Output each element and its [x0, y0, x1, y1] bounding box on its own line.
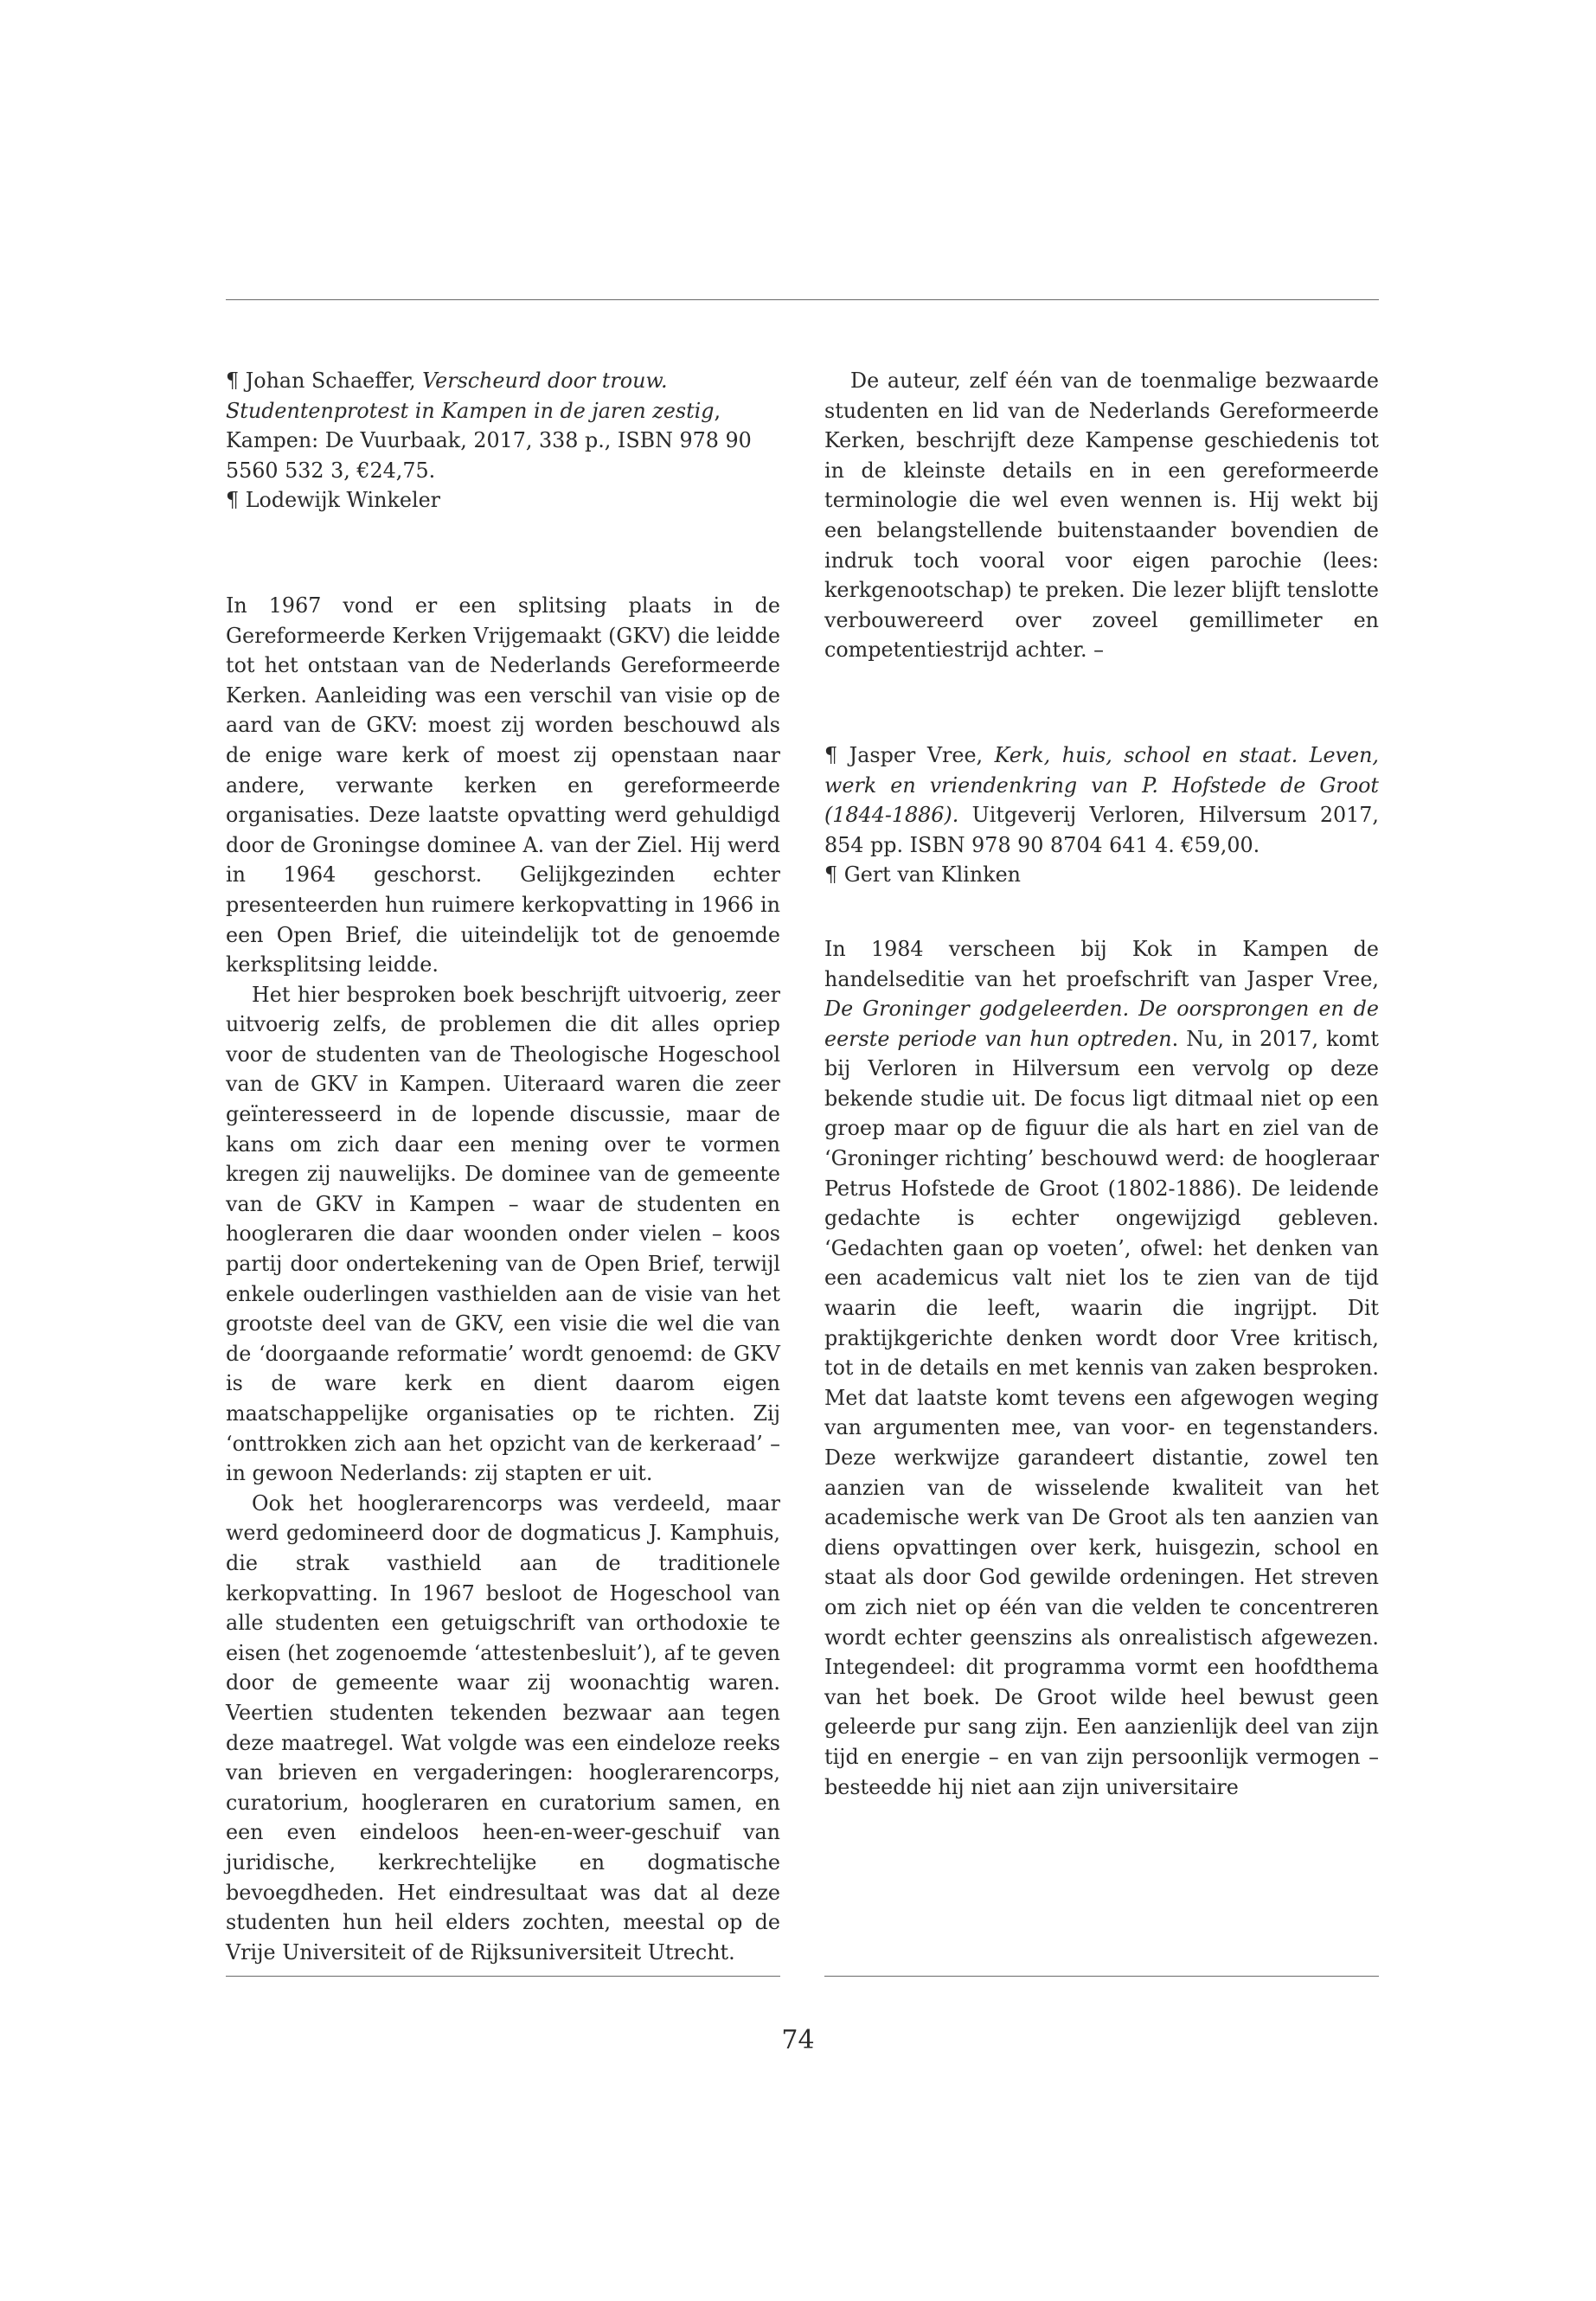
review2-citation [824, 740, 1379, 860]
review1-author: Johan Schaeffer, [245, 369, 416, 393]
review1-paragraph-1: In 1967 vond er een splitsing plaats in de Gereformeerde Kerken Vrijgemaakt (GKV) die leidde tot het ontstaan van de Nederlands Gereformeerde Kerken. Aanleiding was een verschil van visie op de aard van de GKV: moest zij worden beschouwd als de enige ware kerk of moest zij openstaan naar andere, verwante kerken en gereformeerde organisaties. Deze laatste opvatting werd gehuldigd door de Groningse dominee A. van der Ziel. Hij werd in 1964 geschorst. Gelijkgezinden echter presenteerden hun ruimere kerkopvatting in 1966 in een Open Brief, die uiteindelijk tot de genoemde kerksplitsing leidde. [226, 593, 780, 977]
review1-paragraph-3: Ook het hooglerarencorps was verdeeld, maar werd gedomineerd door de dogmaticus J. Kamphuis, die strak vasthield aan de traditionele kerkopvatting. In 1967 besloot de Hogeschool van alle studenten een getuigschrift van orthodoxie te eisen (het zogenoemde ‘attestenbesluit’), af te geven door de gemeente waar zij woonachtig waren. Veertien studenten tekenden bezwaar aan tegen deze maatregel. Wat volgde was een eindeloze reeks van brieven en vergaderingen: hooglerarencorps, curatorium, hoogleraren en curatorium samen, en een even eindeloos heen-en-weer-geschuif van juridische, kerkrechtelijke en dogmatische bevoegdheden. Het eindresultaat was dat al deze studenten hun heil elders zochten, meestal op de Vrije Universiteit of de Rijksuniversiteit Utrecht. [226, 1490, 780, 1965]
page-number: 74 [781, 2025, 815, 2055]
review2-author: Jasper Vree, [849, 742, 984, 767]
review1-publication: , Kampen: De Vuurbaak, 2017, 338 p., ISBN 978 90 5560 532 3, €24,75. [226, 398, 752, 483]
review1-paragraph-4: De auteur, zelf één van de toenmalige bezwaarde studenten en lid van de Nederlands Gereformeerde Kerken, beschrijft deze Kampense geschiedenis tot in de kleinste details en in een gereformeerde terminologie die wel even wennen is. Hij wekt bij een belangstellende buitenstaander bovendien de indruk toch vooral voor eigen parochie (lees: kerkgenootschap) te preken. Die lezer blijft tenslotte verbouwereerd over zoveel gemillimeter en competentiestrijd achter. – [824, 369, 1379, 663]
review1-reviewer-line [226, 485, 780, 516]
review2-reviewer-line [824, 860, 1379, 890]
pilcrow: ¶ [226, 369, 240, 393]
review2-publication: Uitgeverij Verloren, Hilversum 2017, 854 pp. ISBN 978 90 8704 641 4. €59,00. [824, 803, 1379, 857]
right-column [824, 366, 1379, 1802]
pilcrow: ¶ [824, 862, 838, 888]
review2-paragraph-1-start: In 1984 verscheen bij Kok in Kampen de handelseditie van het proefschrift van Jasper Vree, [824, 936, 1379, 991]
header-rule [226, 299, 1379, 300]
review2-cited-title: De Groninger godgeleerden. De oorsprongen en de eerste periode van hun optreden [824, 997, 1379, 1051]
review1-citation [226, 366, 780, 485]
pilcrow: ¶ [226, 488, 240, 513]
review1-paragraph-2: Het hier besproken boek beschrijft uitvoerig, zeer uitvoerig zelfs, de problemen die dit alles opriep voor de studenten van de Theologische Hogeschool van de GKV in Kampen. Uiteraard waren die zeer geïnteresseerd in de lopende discussie, maar de kans om zich daar een mening over te vormen kregen zij nauwelijks. De dominee van de gemeente van de GKV in Kampen – waar de studenten en hoogleraren die daar woonden onder vielen – koos partij door ondertekening van de Open Brief, terwijl enkele ouderlingen vasthielden aan de visie van het grootste deel van de GKV, een visie die wel die van de ‘doorgaande reformatie’ wordt genoemd: de GKV is de ware kerk en dient daarom eigen maatschappelijke organisaties op te richten. Zij ‘onttrokken zich aan het opzicht van de kerkeraad’ – in gewoon Nederlands: zij stapten er uit. [226, 982, 780, 1486]
review2-reviewer: Gert van Klinken [843, 862, 1021, 888]
review2-paragraph-1 [824, 934, 1379, 1802]
pilcrow: ¶ [824, 742, 838, 767]
review2-paragraph-1-rest: . Nu, in 2017, komt bij Verloren in Hilversum een vervolg op deze bekende studie uit. De focus ligt ditmaal niet op een groep maar op de figuur die als hart en ziel van de ‘Groninger richting’ beschouwd werd: de hoogleraar Petrus Hofstede de Groot (1802-1886). De leidende gedachte is echter ongewijzigd gebleven. ‘Gedachten gaan op voeten’, ofwel: het denken van een academicus valt niet los te zien van de tijd waarin die leeft, waarin die ingrijpt. Dit praktijkgerichte denken wordt door Vree kritisch, tot in de details en met kennis van zaken besproken. Met dat laatste komt tevens een afgewogen weging van argumenten mee, van voor- en tegenstanders. Deze werkwijze garandeert distantie, zowel ten aanzien van de wisselende kwaliteit van het academische werk van De Groot als ten aanzien van diens opvattingen over kerk, huisgezin, school en staat als door God gewilde ordeningen. Het streven om zich niet op één van die velden te concentreren wordt echter geenszins als onrealistisch afgewezen. Integendeel: dit programma vormt een hoofdthema van het boek. De Groot wilde heel bewust geen geleerde pur sang zijn. Een aanzienlijk deel van zijn tijd en energie – en van zijn persoonlijk vermogen – besteedde hij niet aan zijn universitaire [824, 1026, 1379, 1799]
footer-rule-right [824, 1976, 1379, 1977]
review2-book-title: Kerk, huis, school en staat. Leven, werk en vriendenkring van P. Hofstede de Groot (1844-1886). [824, 742, 1379, 828]
footer-rule-left [226, 1976, 780, 1977]
left-column [226, 366, 780, 1967]
review1-book-title: Verscheurd door trouw. Studentenprotest in Kampen in de jaren zestig [226, 369, 715, 423]
review1-reviewer: Lodewijk Winkeler [245, 488, 441, 513]
